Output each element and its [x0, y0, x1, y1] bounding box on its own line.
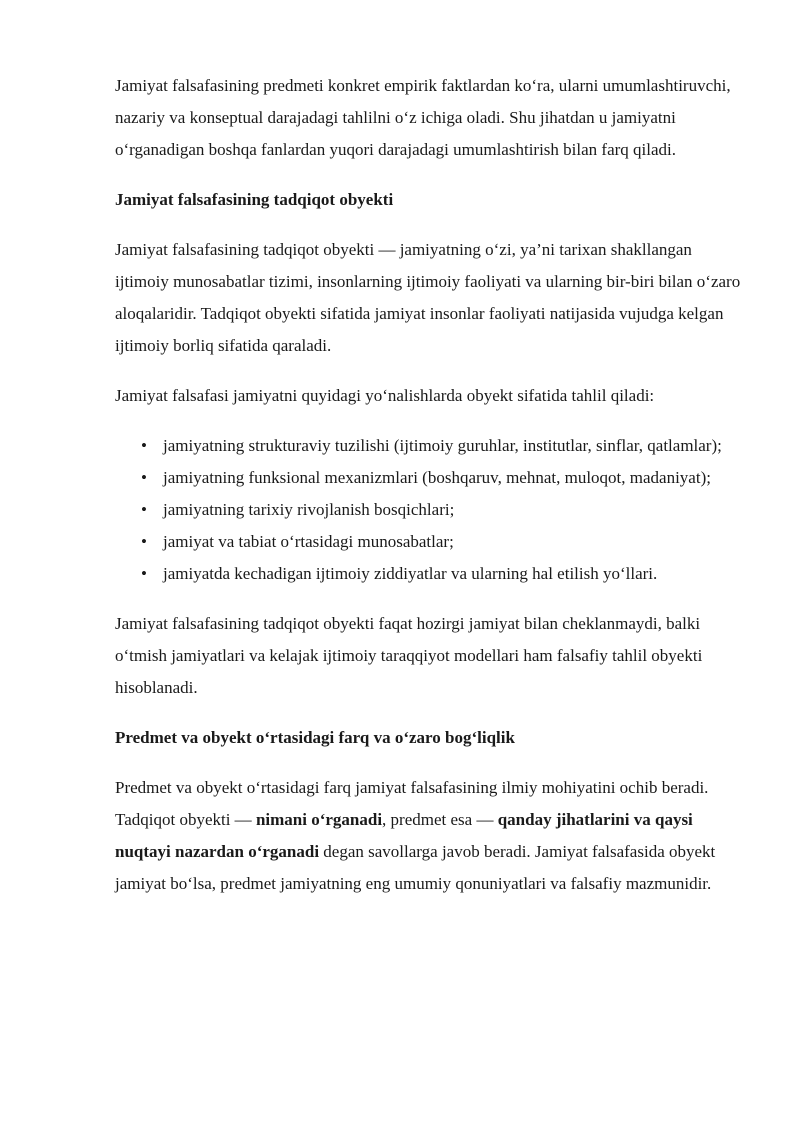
section-heading-research-object: Jamiyat falsafasining tadqiqot obyekti	[115, 190, 394, 209]
object-scope-paragraph: Jamiyat falsafasining tadqiqot obyekti faqat hozirgi jamiyat bilan cheklanmaydi, balki o‘tmish jamiyatlari va kelajak ijtimoiy taraqqiyot modellari ham falsafiy tahlil obyekti hisoblanadi.	[115, 614, 703, 697]
directions-intro-paragraph: Jamiyat falsafasi jamiyatni quyidagi yo‘nalishlarda obyekt sifatida tahlil qiladi:	[115, 386, 655, 405]
directions-list	[115, 430, 745, 590]
list-item: • jamiyatda kechadigan ijtimoiy ziddiyatlar va ularning hal etilish yo‘llari.	[163, 558, 745, 590]
intro-paragraph: Jamiyat falsafasining predmeti konkret empirik faktlardan ko‘ra, ularni umumlashtiruvchi, nazariy va konseptual darajadagi tahlilni o‘z ichiga oladi. Shu jihatdan u jamiyatni o‘rganadigan boshqa fanlardan yuqori darajadagi umumlashtirish bilan farq qiladi.	[115, 76, 731, 159]
bold-phrase-how: qanday jihatlarini va qaysi nuqtayi nazardan o‘rganadi	[115, 810, 693, 861]
list-item: • jamiyatning funksional mexanizmlari (boshqaruv, mehnat, muloqot, madaniyat);	[163, 462, 745, 494]
text-run: degan savollarga javob beradi. Jamiyat falsafasida obyekt jamiyat bo‘lsa, predmet jamiyatning eng umumiy qonuniyatlari va falsafiy mazmunidir.	[115, 842, 716, 893]
list-item: • jamiyatning strukturaviy tuzilishi (ijtimoiy guruhlar, institutlar, sinflar, qatlamlar);	[163, 430, 745, 462]
text-run: Predmet va obyekt o‘rtasidagi farq jamiyat falsafasining ilmiy mohiyatini ochib beradi. Tadqiqot obyekti —	[115, 778, 709, 829]
subject-vs-object-paragraph	[115, 772, 745, 900]
research-object-paragraph: Jamiyat falsafasining tadqiqot obyekti — jamiyatning o‘zi, ya’ni tarixan shakllangan ijtimoiy munosabatlar tizimi, insonlarning ijtimoiy faoliyati va ularning bir-biri bilan o‘zaro aloqalaridir. Tadqiqot obyekti sifatida jamiyat insonlar faoliyati natijasida vujudga kelgan ijtimoiy borliq sifatida qaraladi.	[115, 240, 741, 355]
text-run: , predmet esa —	[382, 810, 498, 829]
document-page	[115, 70, 745, 918]
list-item: • jamiyat va tabiat o‘rtasidagi munosabatlar;	[163, 526, 745, 558]
list-item: • jamiyatning tarixiy rivojlanish bosqichlari;	[163, 494, 745, 526]
bold-phrase-what: nimani o‘rganadi	[255, 810, 383, 829]
section-heading-subject-vs-object: Predmet va obyekt o‘rtasidagi farq va o‘zaro bog‘liqlik	[115, 728, 515, 747]
